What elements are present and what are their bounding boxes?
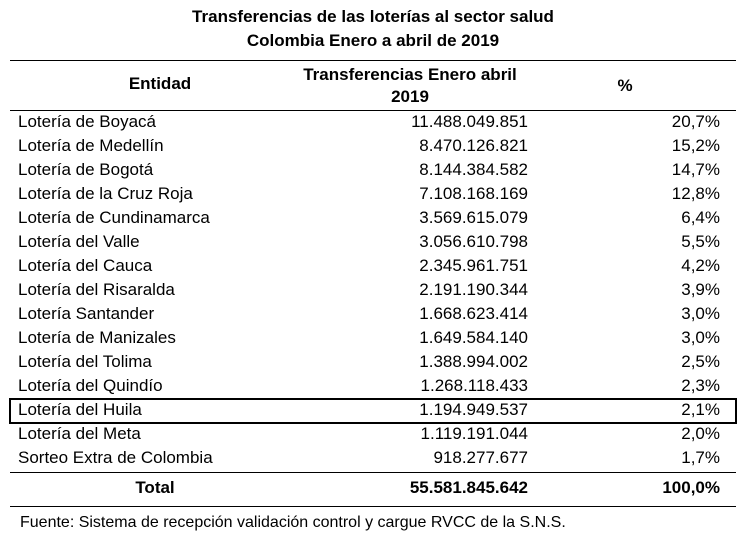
table-title-line-1: Transferencias de las loterías al sector salud bbox=[192, 7, 554, 26]
porcentaje-cell: 4,2% bbox=[681, 256, 720, 275]
table-row bbox=[10, 351, 736, 375]
table-title-line-2: Colombia Enero a abril de 2019 bbox=[246, 31, 500, 50]
porcentaje-cell: 3,0% bbox=[681, 304, 720, 323]
porcentaje-cell: 5,5% bbox=[681, 232, 720, 251]
transferencia-cell: 1.388.994.002 bbox=[419, 352, 528, 371]
table-row bbox=[10, 255, 736, 279]
transferencia-cell: 8.470.126.821 bbox=[419, 136, 528, 155]
transferencia-cell: 918.277.677 bbox=[433, 448, 528, 467]
entidad-cell: Lotería de Medellín bbox=[18, 136, 164, 155]
source-note: Fuente: Sistema de recepción validación control y cargue RVCC de la S.N.S. bbox=[20, 514, 566, 531]
table-row bbox=[10, 111, 736, 135]
header-transferencias-line-1: Transferencias Enero abril bbox=[303, 65, 517, 84]
entidad-cell: Lotería de Cundinamarca bbox=[18, 208, 210, 227]
header-transferencias bbox=[280, 64, 540, 108]
entidad-cell: Lotería de Bogotá bbox=[18, 160, 154, 179]
table-row-highlighted bbox=[10, 399, 736, 423]
total-row bbox=[10, 478, 736, 502]
entidad-cell: Lotería del Valle bbox=[18, 232, 140, 251]
porcentaje-cell: 2,5% bbox=[681, 352, 720, 371]
table-row bbox=[10, 207, 736, 231]
porcentaje-cell: 1,7% bbox=[681, 448, 720, 467]
porcentaje-cell: 6,4% bbox=[681, 208, 720, 227]
header-transferencias-line-2: 2019 bbox=[391, 87, 429, 106]
transferencia-cell: 1.668.623.414 bbox=[419, 304, 528, 323]
entidad-cell: Lotería de Boyacá bbox=[18, 112, 156, 131]
transferencia-cell: 11.488.049.851 bbox=[411, 112, 528, 131]
porcentaje-cell: 20,7% bbox=[671, 112, 720, 131]
table-row bbox=[10, 135, 736, 159]
table-row bbox=[10, 327, 736, 351]
porcentaje-cell: 2,0% bbox=[681, 424, 720, 443]
porcentaje-cell: 12,8% bbox=[671, 184, 720, 203]
transferencia-cell: 1.268.118.433 bbox=[420, 376, 528, 395]
entidad-cell: Lotería del Meta bbox=[18, 424, 141, 443]
transferencia-cell: 8.144.384.582 bbox=[419, 160, 528, 179]
table-row bbox=[10, 375, 736, 399]
entidad-cell: Lotería de Manizales bbox=[18, 328, 176, 347]
transferencia-cell: 7.108.168.169 bbox=[419, 184, 528, 203]
transferencia-cell: 2.345.961.751 bbox=[419, 256, 528, 275]
table-row bbox=[10, 279, 736, 303]
entidad-cell: Sorteo Extra de Colombia bbox=[18, 448, 213, 467]
total-label: Total bbox=[135, 478, 175, 497]
entidad-cell: Lotería del Risaralda bbox=[18, 280, 175, 299]
entidad-cell: Lotería del Quindío bbox=[18, 376, 163, 395]
entidad-cell: Lotería del Tolima bbox=[18, 352, 152, 371]
entidad-cell: Lotería de la Cruz Roja bbox=[18, 184, 193, 203]
header-entidad: Entidad bbox=[128, 74, 192, 93]
transferencia-cell: 1.119.191.044 bbox=[420, 424, 528, 443]
transferencia-cell: 3.056.610.798 bbox=[419, 232, 528, 251]
transferencia-cell: 1.649.584.140 bbox=[419, 328, 528, 347]
table-row bbox=[10, 303, 736, 327]
transferencia-cell: 2.191.190.344 bbox=[419, 280, 528, 299]
total-value: 55.581.845.642 bbox=[409, 478, 528, 497]
total-top-rule bbox=[10, 472, 736, 473]
table-row bbox=[10, 423, 736, 447]
porcentaje-cell: 14,7% bbox=[671, 160, 720, 179]
header-porcentaje: % bbox=[617, 76, 633, 95]
table-row bbox=[10, 159, 736, 183]
table-row bbox=[10, 231, 736, 255]
porcentaje-cell: 15,2% bbox=[671, 136, 720, 155]
table-body bbox=[10, 111, 736, 471]
table-row bbox=[10, 183, 736, 207]
top-rule bbox=[10, 60, 736, 61]
entidad-cell: Lotería del Cauca bbox=[18, 256, 153, 275]
porcentaje-cell: 2,3% bbox=[681, 376, 720, 395]
total-bottom-rule bbox=[10, 506, 736, 507]
transferencia-cell: 1.194.949.537 bbox=[419, 400, 528, 419]
transferencia-cell: 3.569.615.079 bbox=[419, 208, 528, 227]
porcentaje-cell: 3,9% bbox=[681, 280, 720, 299]
entidad-cell: Lotería Santander bbox=[18, 304, 155, 323]
entidad-cell: Lotería del Huila bbox=[18, 400, 142, 419]
total-percent: 100,0% bbox=[662, 478, 720, 497]
porcentaje-cell: 2,1% bbox=[681, 400, 720, 419]
table-row bbox=[10, 447, 736, 471]
porcentaje-cell: 3,0% bbox=[681, 328, 720, 347]
